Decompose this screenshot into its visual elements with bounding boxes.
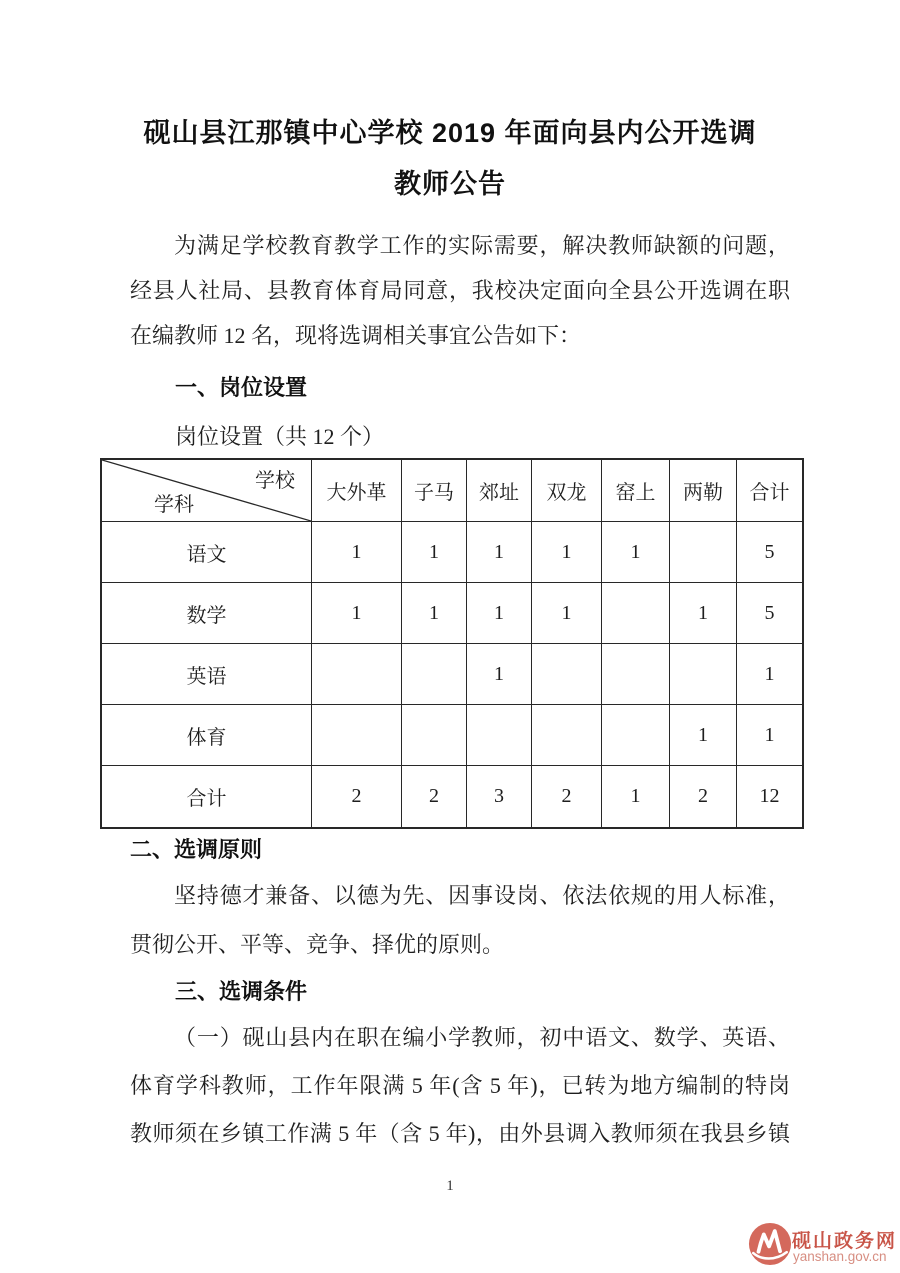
section3-heading: 三、选调条件	[175, 979, 308, 1004]
corner-label-subject: 学科	[154, 494, 194, 516]
table-header-cell: 窑上	[602, 460, 670, 522]
table-header-cell: 子马	[402, 460, 467, 522]
table-cell: 1	[312, 583, 402, 644]
principles-paragraph	[130, 871, 790, 969]
table-header-cell: 合计	[737, 460, 802, 522]
table-cell	[602, 583, 670, 644]
table-cell: 1	[602, 522, 670, 583]
section1-heading: 一、岗位设置	[175, 375, 308, 400]
table-cell: 1	[467, 522, 532, 583]
table-header-cell: 大外革	[312, 460, 402, 522]
table-cell: 1	[402, 583, 467, 644]
table-row-label: 英语	[102, 644, 312, 705]
table-cell: 2	[532, 766, 602, 827]
table-cell: 1	[602, 766, 670, 827]
text-line: 在编教师 12 名，现将选调相关事宜公告如下：	[130, 323, 582, 348]
page-number: 1	[446, 1178, 454, 1194]
table-cell: 2	[312, 766, 402, 827]
table-cell: 1	[737, 644, 802, 705]
table-cell	[532, 705, 602, 766]
conditions-paragraph	[130, 1014, 790, 1158]
table-cell: 1	[402, 522, 467, 583]
text-line: 教师须在乡镇工作满 5 年（含 5 年)，由外县调入教师须在我县乡镇	[130, 1121, 790, 1146]
text-line: 体育学科教师，工作年限满 5 年(含 5 年)，已转为地方编制的特岗	[130, 1073, 790, 1098]
table-row-label: 语文	[102, 522, 312, 583]
table-cell: 1	[312, 522, 402, 583]
table-cell: 2	[402, 766, 467, 827]
positions-table	[100, 458, 804, 829]
document-title-line2: 教师公告	[394, 169, 506, 199]
table-row-label: 体育	[102, 705, 312, 766]
table-cell	[602, 705, 670, 766]
text-line: 贯彻公开、平等、竞争、择优的原则。	[130, 932, 505, 957]
site-watermark	[746, 1221, 896, 1269]
table-row-label: 数学	[102, 583, 312, 644]
table-cell	[312, 644, 402, 705]
text-line: 为满足学校教育教学工作的实际需要，解决教师缺额的问题，	[174, 233, 790, 258]
intro-paragraph	[130, 223, 790, 358]
table-cell: 2	[670, 766, 737, 827]
document-title-line1: 砚山县江那镇中心学校 2019 年面向县内公开选调	[143, 118, 757, 148]
table-cell: 1	[670, 705, 737, 766]
table-cell: 1	[737, 705, 802, 766]
section2-heading: 二、选调原则	[130, 837, 263, 862]
corner-label-school: 学校	[255, 470, 295, 492]
site-url: yanshan.gov.cn	[793, 1249, 887, 1264]
table-cell: 1	[467, 583, 532, 644]
table-header-cell: 郊址	[467, 460, 532, 522]
table-cell: 1	[670, 583, 737, 644]
table-cell	[670, 644, 737, 705]
table-row-label: 合计	[102, 766, 312, 827]
table-caption: 岗位设置（共 12 个）	[175, 424, 385, 449]
table-cell	[312, 705, 402, 766]
table-cell: 1	[532, 583, 602, 644]
table-cell: 1	[532, 522, 602, 583]
government-site-logo-icon	[748, 1222, 792, 1266]
table-cell: 5	[737, 522, 802, 583]
table-cell: 1	[467, 644, 532, 705]
text-line: 坚持德才兼备、以德为先、因事设岗、依法依规的用人标准，	[174, 883, 790, 908]
table-cell	[402, 644, 467, 705]
table-header-cell: 双龙	[532, 460, 602, 522]
site-name: 砚山政务网	[792, 1231, 898, 1252]
table-header-cell: 两勒	[670, 460, 737, 522]
table-cell	[670, 522, 737, 583]
table-cell: 3	[467, 766, 532, 827]
table-cell: 12	[759, 785, 780, 807]
table-corner-cell	[102, 460, 312, 522]
table-cell	[532, 644, 602, 705]
table-cell	[602, 644, 670, 705]
text-line: 经县人社局、县教育体育局同意，我校决定面向全县公开选调在职	[130, 278, 790, 303]
table-cell: 5	[737, 583, 802, 644]
table-cell	[402, 705, 467, 766]
table-cell	[467, 705, 532, 766]
text-line: （一）砚山县内在职在编小学教师，初中语文、数学、英语、	[174, 1025, 790, 1050]
